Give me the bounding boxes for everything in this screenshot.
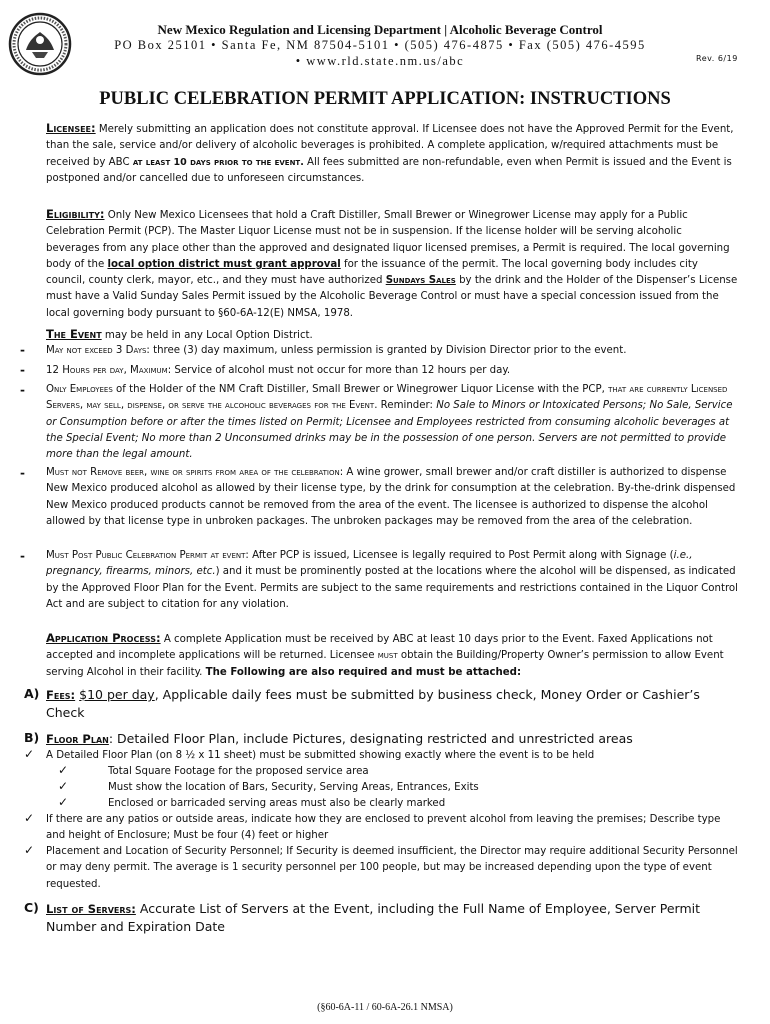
header-website: • www.rld.state.nm.us/abc bbox=[295, 54, 465, 68]
header-department: New Mexico Regulation and Licensing Department | Alcoholic Beverage Control bbox=[157, 22, 603, 37]
floor-plan-item-3: Placement and Location of Security Personnel; If Security is deemed insufficient, the Director may require additional Security Personnel or may deny permit. The average is 1 security personnel per 100 people, but may be increased depending upon the type of event requested. bbox=[46, 846, 738, 890]
bullet-2: - bbox=[20, 363, 25, 377]
floor-plan-sub-1: Total Square Footage for the proposed service area bbox=[108, 766, 369, 777]
licensee-deadline: at least 10 days prior to the event. bbox=[132, 156, 304, 168]
event-b3-reminder: Reminder: bbox=[377, 400, 437, 412]
page-title: PUBLIC CELEBRATION PERMIT APPLICATION: INSTRUCTIONS bbox=[99, 89, 671, 109]
check-icon: ✓ bbox=[58, 763, 69, 777]
state-seal-icon bbox=[8, 12, 72, 76]
fees-section bbox=[46, 686, 738, 722]
event-intro bbox=[46, 326, 738, 344]
eligibility-text-3: by the drink and the Holder of the Dispenser’s License must have a Valid Sunday Sales Permit issued by the Alcoholic Beverage Control or must have a special concession issued from the local governing body pursuant to §60-6A-12(E) NMSA, 1978. bbox=[46, 275, 738, 319]
servers-letter: C) bbox=[24, 900, 39, 915]
servers-text: Accurate List of Servers at the Event, including the Full Name of Employee, Server Permit Number and Expiration Date bbox=[46, 901, 701, 934]
fees-letter: A) bbox=[24, 686, 40, 701]
application-text-1: A complete Application must be received by ABC at least 10 days prior to the Event. Faxed Applications not accepted and incomplete applications will be returned. Licensee bbox=[46, 634, 713, 662]
floor-plan-text: : Detailed Floor Plan, include Pictures, designating restricted and unrestricted areas bbox=[108, 731, 633, 746]
bullet-3: - bbox=[20, 383, 25, 397]
header-address: PO Box 25101 • Santa Fe, NM 87504-5101 • (505) 476-4875 • Fax (505) 476-4595 bbox=[114, 38, 646, 52]
licensee-text-1: Merely submitting an application does not constitute approval. If Licensee does not have the Approved Permit for the Event, than the sale, service and/or delivery of alcoholic beverages is prohibited. A complete application, w/required attachments must be received by ABC bbox=[46, 124, 734, 168]
application-bold: The Following are also required and must be attached: bbox=[205, 666, 522, 678]
floor-plan-section bbox=[46, 730, 738, 748]
eligibility-text-2: for the issuance of the permit. The local governing body includes city council, county clerk, mayor, etc., and they must have authorized bbox=[46, 258, 698, 287]
eligibility-sunday-sales: Sundays Sales bbox=[385, 275, 456, 287]
fees-text: , Applicable daily fees must be submitted by business check, Money Order or Cashier’s Check bbox=[46, 687, 700, 720]
check-icon: ✓ bbox=[58, 779, 69, 793]
servers-label: List of Servers: bbox=[46, 902, 136, 916]
event-text: may be held in any Local Option District. bbox=[101, 330, 313, 341]
check-icon: ✓ bbox=[58, 795, 69, 809]
eligibility-section bbox=[46, 206, 738, 322]
bullet-1: - bbox=[20, 343, 25, 357]
licensee-text-2: All fees submitted are non-refundable, even when Permit is issued and the Event is postponed and/or cancelled due to unforeseen circumstances. bbox=[46, 156, 732, 184]
event-bullet-employees bbox=[46, 382, 738, 463]
floor-plan-item-1: A Detailed Floor Plan (on 8 ½ x 11 sheet) must be submitted showing exactly where the event is to be held bbox=[46, 750, 595, 761]
floor-plan-label: Floor Plan bbox=[46, 732, 109, 746]
licensee-section bbox=[46, 120, 738, 187]
floor-plan-sub-2: Must show the location of Bars, Security, Serving Areas, Entrances, Exits bbox=[108, 782, 479, 793]
event-b2-lead: 12 Hours per day, Maximum: bbox=[46, 365, 172, 376]
event-bullet-hours bbox=[46, 363, 738, 379]
event-b2-text: Service of alcohol must not occur for more than 12 hours per day. bbox=[171, 365, 511, 376]
floor-plan-item-2: If there are any patios or outside areas, indicate how they are enclosed to prevent alcohol from leaving the premises; Describe type and height of Enclosure; Must be four (4) feet or higher bbox=[46, 814, 721, 842]
application-label: Application Process: bbox=[46, 631, 161, 645]
application-must: must bbox=[377, 650, 398, 662]
floor-plan-letter: B) bbox=[24, 730, 40, 745]
check-icon: ✓ bbox=[24, 747, 35, 761]
footer-citation: (§60-6A-11 / 60-6A-26.1 NMSA) bbox=[317, 1002, 453, 1013]
eligibility-text-1: Only New Mexico Licensees that hold a Craft Distiller, Small Brewer or Winegrower License may apply for a Public Celebration Permit (PCP). The Master Liquor License must not be in suspension. If the license holder will be serving alcoholic beverages from any place other than the approved and designated liquor licensed premises, a Permit is required. The local governing body of the bbox=[46, 210, 730, 270]
bullet-4: - bbox=[20, 466, 25, 480]
event-b5-text-2: ) and it must be prominently posted at the locations where the alcohol will be dispensed, as indicated by the Approved Floor Plan for the Event. Permits are subject to the same requirements and restrictions contained in the Liquor Control Act and are subject to citation for any violation. bbox=[46, 566, 738, 610]
event-b5-text-1: After PCP is issued, Licensee is legally required to Post Permit along with Signage ( bbox=[248, 550, 674, 561]
check-icon: ✓ bbox=[24, 811, 35, 825]
floor-plan-sub-3: Enclosed or barricaded serving areas must also be clearly marked bbox=[108, 798, 446, 809]
fees-label: Fees: bbox=[46, 688, 76, 702]
application-section bbox=[46, 630, 738, 681]
application-text-2: obtain the Building/Property Owner’s permission to allow Event serving Alcohol in their facility. bbox=[46, 650, 724, 678]
fees-amount: $10 per day bbox=[79, 687, 155, 702]
event-b1-lead: May not exceed 3 Days: bbox=[46, 345, 150, 356]
event-b5-lead: Must Post Public Celebration Permit at event: bbox=[46, 550, 249, 561]
licensee-label: Licensee: bbox=[46, 121, 96, 135]
event-b3-mid: of the Holder of the NM Craft Distiller, Small Brewer or Winegrower Liquor License with the PCP, bbox=[112, 384, 609, 395]
eligibility-local-option: local option district must grant approval bbox=[107, 258, 341, 270]
event-b1-text: three (3) day maximum, unless permission is granted by Division Director prior to the event. bbox=[149, 345, 627, 356]
eligibility-label: Eligibility: bbox=[46, 207, 105, 221]
check-icon: ✓ bbox=[24, 843, 35, 857]
event-b3-lead: Only Employees bbox=[46, 384, 113, 395]
servers-section bbox=[46, 900, 738, 936]
event-b5-italic: i.e., pregnancy, firearms, minors, etc. bbox=[46, 550, 693, 578]
event-b4-lead: Must not Remove beer, wine or spirits from area of the celebration: bbox=[46, 467, 344, 478]
event-bullet-post bbox=[46, 548, 738, 613]
event-label: The Event bbox=[46, 327, 102, 341]
revision-label: Rev. 6/19 bbox=[696, 54, 738, 63]
event-bullet-remove bbox=[46, 465, 738, 530]
event-b3-sc: that are currently Licensed Servers, may sell, dispense, or serve the alcoholic beverages for the Event. bbox=[46, 384, 728, 412]
bullet-5: - bbox=[20, 549, 25, 563]
event-b4-text: A wine grower, small brewer and/or craft distiller is authorized to dispense New Mexico produced alcohol as allowed by their license type, by the drink for consumption at the celebration. By-the-drink dispensed New Mexico produced products cannot be removed from the area of the event. The licensee is authorized to dispense the alcohol allowed by that license type in unbroken packages. The unbroken packages may be removed from the area of the celebration. bbox=[46, 467, 736, 527]
event-b3-italic: No Sale to Minors or Intoxicated Persons; No Sale, Service or Consumption before or after the times listed on Permit; Licensee and Employees restricted from consuming alcoholic beverages at the Special Event; No more than 2 Unconsumed drinks may be in the possession of one person. Servers are not permitted to provide more than the legal amount. bbox=[46, 400, 733, 461]
event-bullet-days bbox=[46, 343, 738, 359]
